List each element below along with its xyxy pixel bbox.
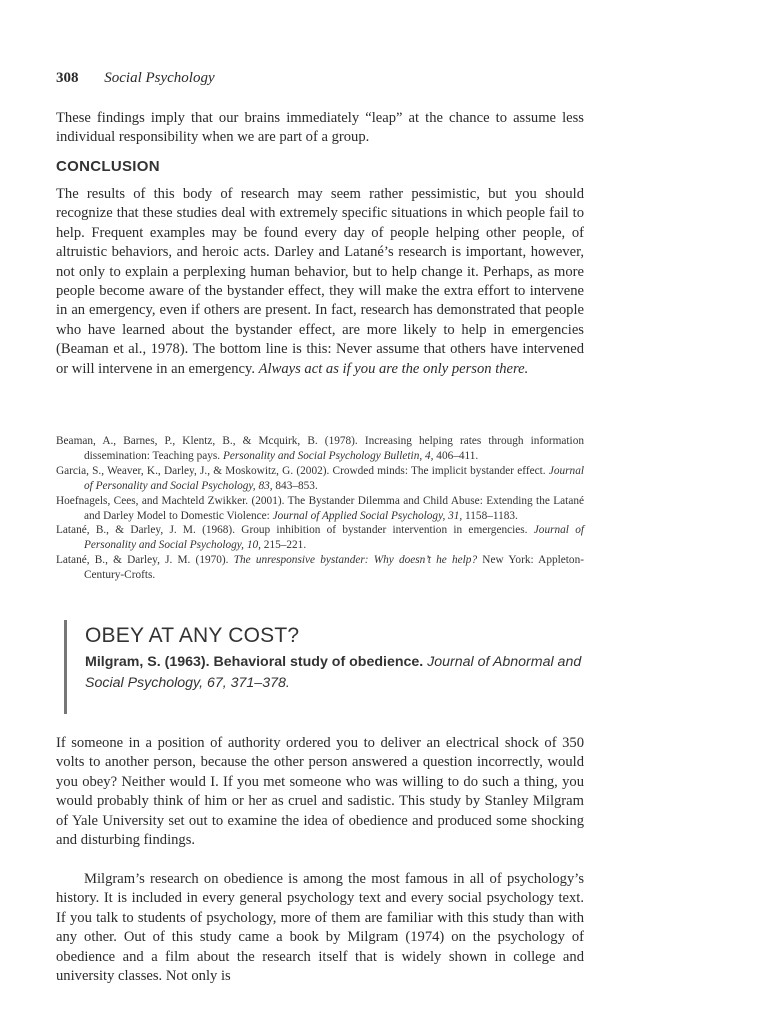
reference-item [56,553,584,583]
study-citation-journal: Journal of Abnormal and Social Psychology, 67, [85,654,582,691]
intro-paragraph: These findings imply that our brains immediately “leap” at the chance to assume less individual responsibility when we are part of a group. [56,110,584,146]
reference-text: Garcia, S., Weaver, K., Darley, J., & Moskowitz, G. (2002). Crowded minds: The implicit bystander effect. [56,464,549,477]
reference-pages: 1158–1183. [462,509,518,522]
reference-journal: Personality and Social Psychology Bulletin, 4, [222,449,434,462]
running-title: Social Psychology [104,70,215,86]
reference-item [56,464,584,494]
reference-publisher: New York: Appleton-Century-Crofts. [84,554,584,582]
reference-item [56,494,584,524]
reference-text: Hoefnagels, Cees, and Machteld Zwikker. (2001). The Bystander Dilemma and Child Abuse: Extending the Latané and Darley Model to Domestic Violence: [56,494,584,522]
conclusion-heading: CONCLUSION [56,158,160,175]
conclusion-paragraph [56,185,584,379]
study-title: OBEY AT ANY COST? [85,624,300,647]
reference-pages: 215–221. [260,539,307,552]
page-number: 308 [56,70,79,86]
reference-journal: Journal of Personality and Social Psychology, 10, [84,524,585,552]
reference-text: Beaman, A., Barnes, P., Klentz, B., & Mcquirk, B. (1978). Increasing helping rates through information dissemination: Teaching pays. [56,435,584,462]
reference-item [56,523,584,553]
milgram-paragraph-1: If someone in a position of authority ordered you to deliver an electrical shock of 350 volts to another person, because the other person answered a question incorrectly, would you obey? Neither would I. If you met someone who was willing to do such a thing, you would probably think of him or her as cruel and sadistic. This study by Stanley Milgram of Yale University set out to examine the idea of obedience and produced some shocking and disturbing findings. [56,735,584,849]
conclusion-emphasis: Always act as if you are the only person there. [258,360,529,377]
reference-text: Latané, B., & Darley, J. M. (1968). Group inhibition of bystander intervention in emergencies. [56,524,534,537]
reference-pages: 843–853. [272,479,318,492]
study-citation-authors: Milgram, S. (1963). Behavioral study of obedience. [85,654,424,670]
conclusion-text: The results of this body of research may seem rather pessimistic, but you should recognize that these studies deal with extremely specific situations in which people fail to help. Frequent examples may be found every day of people helping other people, of altruistic behaviors, and heroic acts. Darley and Latané’s research is important, however, not only to explain a perplexing human behavior, but to help change it. Perhaps, as more people become aware of the bystander effect, they will make the extra effort to intervene in an emergency, even if others are present. In fact, research has demonstrated that people who have learned about the bystander effect, are more likely to help in emergencies (Beaman et al., 1978). The bottom line is this: Never assume that others have intervened or will intervene in an emergency. [56,186,584,377]
running-header [56,70,215,87]
study-citation [85,652,605,694]
study-citation-pages: 371–378. [226,675,290,691]
reference-journal: Journal of Personality and Social Psychology, 83, [84,464,584,492]
reference-item [56,434,584,464]
reference-journal: Journal of Applied Social Psychology, 31, [272,509,463,522]
study-box [64,620,605,714]
reference-list [56,434,584,583]
reference-book-title: The unresponsive bystander: Why doesn’t he help? [233,554,478,567]
reference-text: Latané, B., & Darley, J. M. (1970). [56,554,234,567]
reference-pages: 406–411. [433,449,479,462]
milgram-paragraph-2: Milgram’s research on obedience is among the most famous in all of psychology’s history. It is included in every general psychology text and every social psychology text. If you talk to students of psychology, more of them are familiar with this study than with any other. Out of this study came a book by Milgram (1974) on the psychology of obedience and a film about the research itself that is widely shown in college and university classes. Not only is [56,871,584,985]
